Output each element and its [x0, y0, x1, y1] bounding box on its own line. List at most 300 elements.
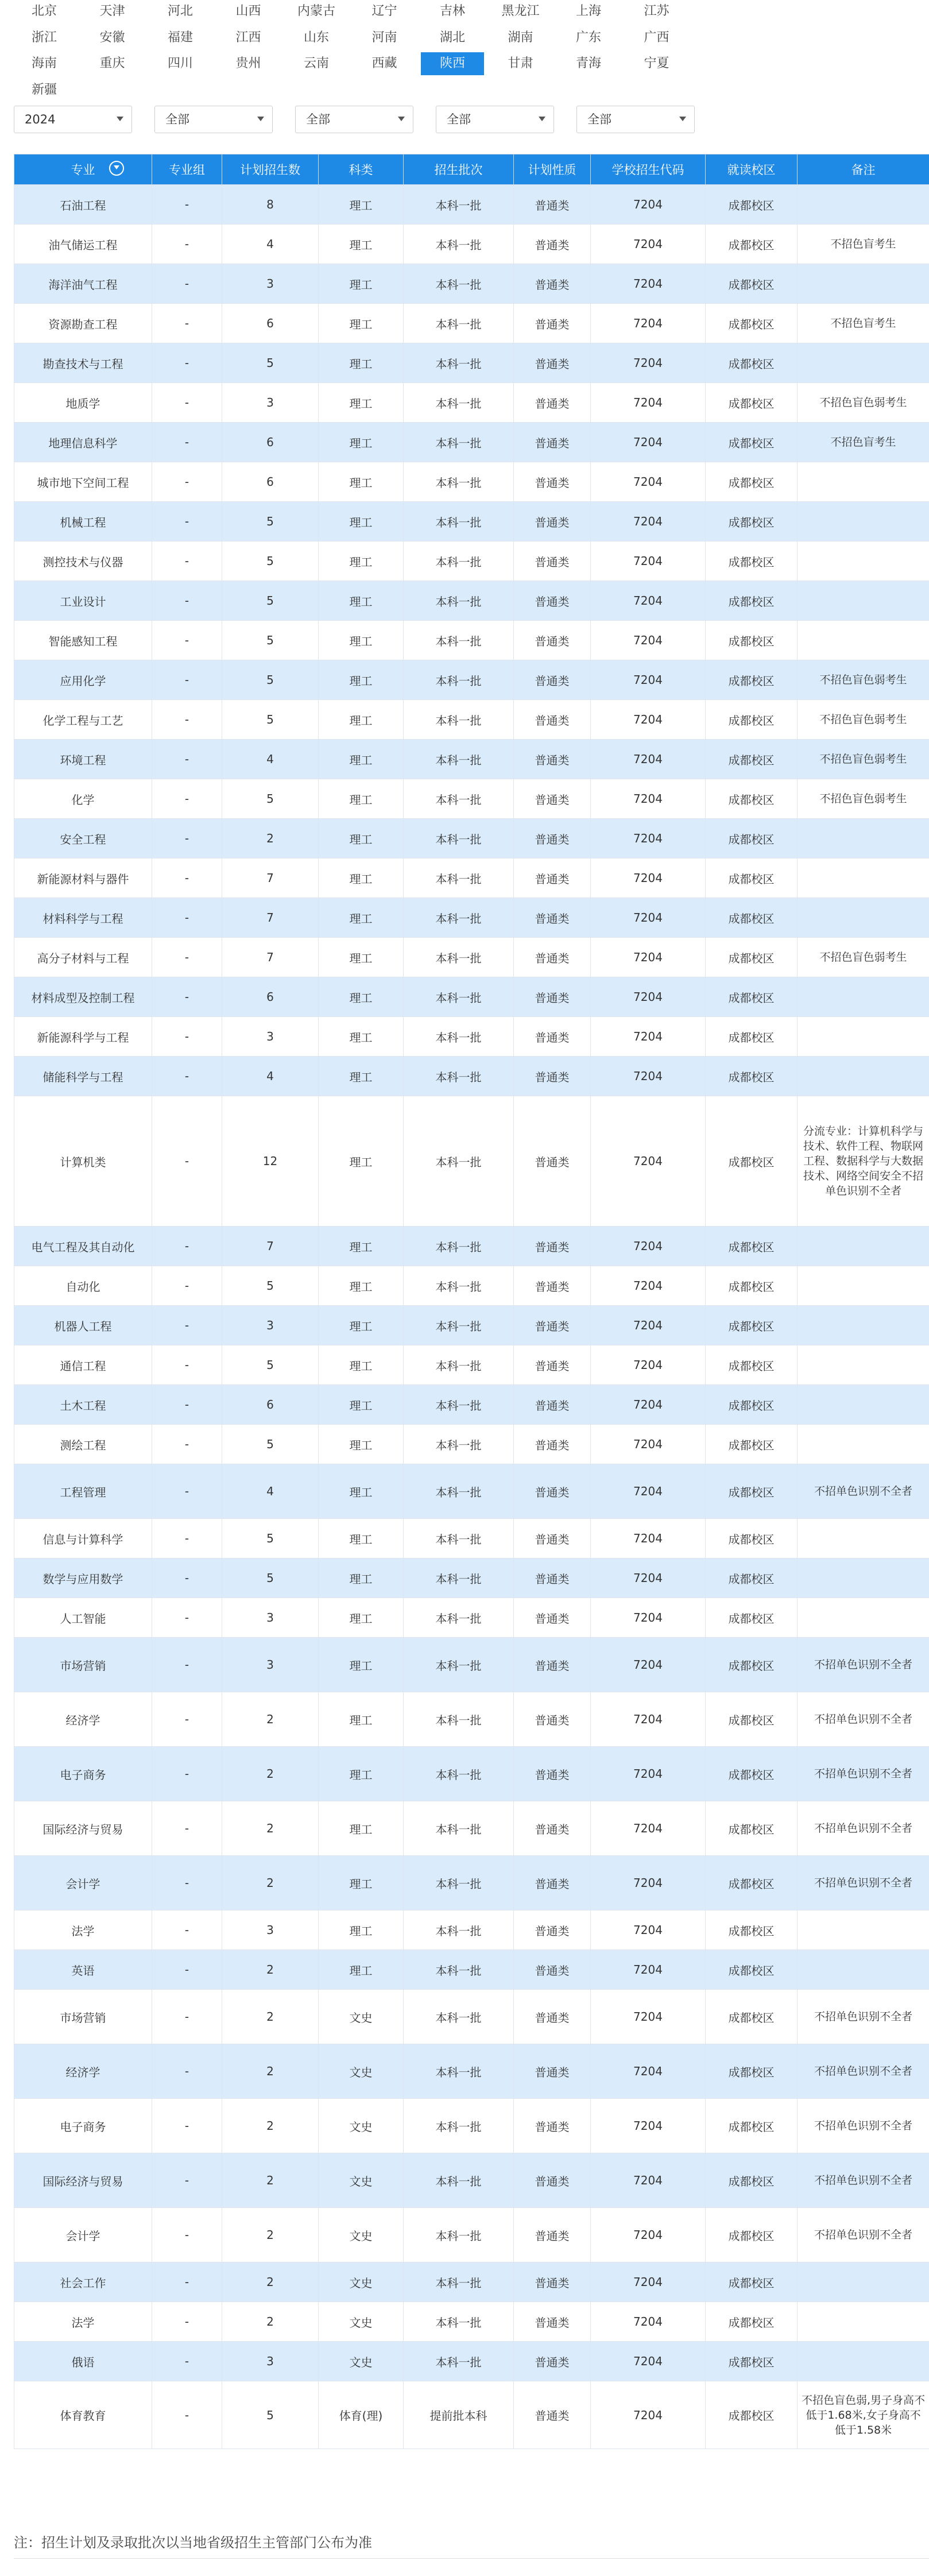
cell-category: 理工	[319, 819, 404, 858]
cell-campus: 成都校区	[706, 779, 798, 819]
cell-batch: 本科一批	[404, 2262, 514, 2302]
cell-code: 7204	[591, 1692, 706, 1747]
cell-note	[798, 1057, 929, 1096]
cell-note	[798, 502, 929, 541]
table-row	[14, 2302, 929, 2342]
cell-group: -	[152, 2342, 222, 2381]
cell-group: -	[152, 1345, 222, 1385]
enrollment-plan-table	[14, 154, 929, 2449]
cell-code: 7204	[591, 1910, 706, 1950]
col-header-major[interactable]	[14, 154, 152, 185]
cell-group: -	[152, 225, 222, 264]
cell-major: 石油工程	[14, 185, 152, 225]
cell-note	[798, 1598, 929, 1638]
cell-category: 理工	[319, 581, 404, 621]
cell-campus: 成都校区	[706, 1950, 798, 1990]
cell-batch: 本科一批	[404, 1464, 514, 1519]
cell-code: 7204	[591, 858, 706, 898]
province-tab[interactable]: 重庆	[99, 56, 125, 71]
cell-nature: 普通类	[514, 858, 591, 898]
table-row	[14, 2262, 929, 2302]
table-row	[14, 700, 929, 740]
cell-note: 不招色盲色弱考生	[798, 660, 929, 700]
cell-note: 不招色盲色弱考生	[798, 740, 929, 779]
cell-note	[798, 1306, 929, 1345]
cell-campus: 成都校区	[706, 581, 798, 621]
col-header: 学校招生代码	[591, 154, 706, 185]
cell-group: -	[152, 1747, 222, 1801]
cell-note	[798, 1266, 929, 1306]
cell-note	[798, 621, 929, 660]
table-row	[14, 1747, 929, 1801]
cell-quota: 5	[222, 2381, 319, 2449]
province-tab[interactable]: 四川	[167, 56, 193, 71]
cell-category: 理工	[319, 383, 404, 423]
cell-group: -	[152, 1057, 222, 1096]
cell-category: 理工	[319, 858, 404, 898]
cell-batch: 本科一批	[404, 1345, 514, 1385]
cell-nature: 普通类	[514, 2044, 591, 2099]
cell-category: 理工	[319, 1747, 404, 1801]
table-row	[14, 383, 929, 423]
cell-category: 理工	[319, 1057, 404, 1096]
cell-note: 不招单色识别不全者	[798, 1692, 929, 1747]
table-row	[14, 1227, 929, 1266]
cell-campus: 成都校区	[706, 2342, 798, 2381]
cell-quota: 6	[222, 423, 319, 462]
cell-note	[798, 2342, 929, 2381]
cell-code: 7204	[591, 1017, 706, 1057]
province-tab[interactable]: 山东	[303, 30, 329, 45]
cell-major: 应用化学	[14, 660, 152, 700]
cell-code: 7204	[591, 2302, 706, 2342]
sort-dropdown-icon[interactable]	[109, 161, 124, 176]
cell-code: 7204	[591, 2044, 706, 2099]
cell-campus: 成都校区	[706, 819, 798, 858]
cell-major: 化学工程与工艺	[14, 700, 152, 740]
cell-group: -	[152, 2381, 222, 2449]
cell-batch: 本科一批	[404, 1558, 514, 1598]
province-tab[interactable]: 福建	[167, 30, 193, 45]
cell-note	[798, 977, 929, 1017]
cell-nature: 普通类	[514, 1464, 591, 1519]
cell-category: 文史	[319, 2342, 404, 2381]
cell-major: 材料科学与工程	[14, 898, 152, 938]
cell-code: 7204	[591, 977, 706, 1017]
table-row	[14, 858, 929, 898]
cell-campus: 成都校区	[706, 343, 798, 383]
footnote: 注：招生计划及录取批次以当地省级招生主管部门公布为准	[14, 2535, 372, 2551]
cell-quota: 3	[222, 1638, 319, 1692]
cell-group: -	[152, 1266, 222, 1306]
table-row	[14, 1638, 929, 1692]
cell-group: -	[152, 2208, 222, 2262]
table-row	[14, 2044, 929, 2099]
table-row	[14, 938, 929, 977]
cell-quota: 5	[222, 779, 319, 819]
province-tab[interactable]: 安徽	[99, 30, 125, 45]
cell-quota: 6	[222, 462, 319, 502]
cell-nature: 普通类	[514, 1598, 591, 1638]
cell-quota: 2	[222, 2208, 319, 2262]
cell-group: -	[152, 581, 222, 621]
cell-major: 信息与计算科学	[14, 1519, 152, 1558]
cell-campus: 成都校区	[706, 2381, 798, 2449]
cell-category: 理工	[319, 621, 404, 660]
cell-nature: 普通类	[514, 779, 591, 819]
cell-code: 7204	[591, 660, 706, 700]
cell-group: -	[152, 423, 222, 462]
cell-campus: 成都校区	[706, 1306, 798, 1345]
cell-code: 7204	[591, 264, 706, 304]
cell-quota: 2	[222, 1692, 319, 1747]
cell-campus: 成都校区	[706, 1425, 798, 1464]
cell-batch: 本科一批	[404, 581, 514, 621]
cell-quota: 6	[222, 977, 319, 1017]
province-tab[interactable]: 山西	[235, 4, 261, 18]
cell-nature: 普通类	[514, 1385, 591, 1425]
cell-batch: 本科一批	[404, 1306, 514, 1345]
cell-nature: 普通类	[514, 423, 591, 462]
cell-batch: 本科一批	[404, 423, 514, 462]
province-tab[interactable]: 内蒙古	[297, 4, 335, 18]
cell-category: 理工	[319, 1306, 404, 1345]
cell-note	[798, 462, 929, 502]
cell-nature: 普通类	[514, 541, 591, 581]
cell-code: 7204	[591, 1638, 706, 1692]
cell-category: 理工	[319, 1558, 404, 1598]
cell-major: 自动化	[14, 1266, 152, 1306]
table-row	[14, 1057, 929, 1096]
cell-quota: 2	[222, 1990, 319, 2044]
cell-campus: 成都校区	[706, 304, 798, 343]
province-tab[interactable]: 江西	[235, 30, 261, 45]
cell-category: 理工	[319, 225, 404, 264]
cell-quota: 7	[222, 938, 319, 977]
cell-code: 7204	[591, 700, 706, 740]
col-header-label: 专业	[71, 163, 95, 177]
province-tab[interactable]: 浙江	[31, 30, 57, 45]
province-tab[interactable]: 湖南	[508, 30, 533, 45]
cell-code: 7204	[591, 502, 706, 541]
cell-category: 文史	[319, 2099, 404, 2153]
cell-nature: 普通类	[514, 264, 591, 304]
col-header: 专业组	[152, 154, 222, 185]
cell-code: 7204	[591, 1385, 706, 1425]
table-row	[14, 1856, 929, 1910]
chevron-down-icon	[117, 117, 123, 121]
filter-select-5[interactable]	[576, 106, 695, 133]
cell-code: 7204	[591, 938, 706, 977]
table-row	[14, 343, 929, 383]
cell-batch: 本科一批	[404, 462, 514, 502]
cell-nature: 普通类	[514, 898, 591, 938]
cell-campus: 成都校区	[706, 1017, 798, 1057]
cell-quota: 4	[222, 1464, 319, 1519]
cell-batch: 本科一批	[404, 779, 514, 819]
cell-category: 理工	[319, 1096, 404, 1227]
cell-group: -	[152, 1801, 222, 1856]
cell-category: 理工	[319, 1385, 404, 1425]
year-select[interactable]	[14, 106, 132, 133]
cell-code: 7204	[591, 1266, 706, 1306]
cell-note: 不招色盲考生	[798, 304, 929, 343]
cell-group: -	[152, 858, 222, 898]
cell-category: 理工	[319, 977, 404, 1017]
province-tab[interactable]: 辽宁	[371, 4, 397, 18]
filter-select-2[interactable]	[154, 106, 273, 133]
cell-group: -	[152, 1306, 222, 1345]
cell-note: 不招单色识别不全者	[798, 1747, 929, 1801]
cell-code: 7204	[591, 1598, 706, 1638]
province-tab[interactable]: 天津	[99, 4, 125, 18]
cell-campus: 成都校区	[706, 1856, 798, 1910]
province-tab[interactable]: 上海	[575, 4, 601, 18]
cell-category: 理工	[319, 1598, 404, 1638]
cell-note	[798, 541, 929, 581]
province-tab[interactable]: 江苏	[644, 4, 669, 18]
cell-campus: 成都校区	[706, 1638, 798, 1692]
cell-category: 体育(理)	[319, 2381, 404, 2449]
cell-batch: 本科一批	[404, 1990, 514, 2044]
cell-nature: 普通类	[514, 185, 591, 225]
cell-nature: 普通类	[514, 740, 591, 779]
cell-code: 7204	[591, 2099, 706, 2153]
table-row	[14, 2381, 929, 2449]
cell-category: 理工	[319, 1910, 404, 1950]
cell-quota: 6	[222, 1385, 319, 1425]
cell-campus: 成都校区	[706, 977, 798, 1017]
cell-major: 新能源材料与器件	[14, 858, 152, 898]
cell-code: 7204	[591, 1747, 706, 1801]
cell-batch: 本科一批	[404, 264, 514, 304]
province-tab[interactable]: 河南	[371, 30, 397, 45]
cell-code: 7204	[591, 2262, 706, 2302]
cell-code: 7204	[591, 2208, 706, 2262]
table-row	[14, 1306, 929, 1345]
province-tab[interactable]: 新疆	[31, 82, 57, 97]
cell-campus: 成都校区	[706, 2208, 798, 2262]
cell-category: 理工	[319, 502, 404, 541]
cell-note: 不招单色识别不全者	[798, 1801, 929, 1856]
province-tab[interactable]: 黑龙江	[501, 4, 540, 18]
province-tab[interactable]: 湖北	[439, 30, 465, 45]
cell-nature: 普通类	[514, 2262, 591, 2302]
cell-code: 7204	[591, 1519, 706, 1558]
cell-batch: 本科一批	[404, 621, 514, 660]
cell-quota: 3	[222, 2342, 319, 2381]
cell-quota: 4	[222, 740, 319, 779]
cell-major: 国际经济与贸易	[14, 1801, 152, 1856]
cell-nature: 普通类	[514, 1519, 591, 1558]
cell-note	[798, 1227, 929, 1266]
cell-nature: 普通类	[514, 938, 591, 977]
province-tab[interactable]: 海南	[31, 56, 57, 71]
province-tab[interactable]: 河北	[167, 4, 193, 18]
cell-major: 经济学	[14, 1692, 152, 1747]
cell-note	[798, 185, 929, 225]
province-tab[interactable]: 青海	[575, 56, 601, 71]
cell-category: 理工	[319, 898, 404, 938]
cell-code: 7204	[591, 343, 706, 383]
cell-quota: 3	[222, 1910, 319, 1950]
cell-note: 不招单色识别不全者	[798, 1990, 929, 2044]
cell-nature: 普通类	[514, 1306, 591, 1345]
cell-batch: 本科一批	[404, 2342, 514, 2381]
cell-group: -	[152, 541, 222, 581]
province-tab[interactable]: 广东	[575, 30, 601, 45]
cell-major: 法学	[14, 2302, 152, 2342]
cell-campus: 成都校区	[706, 1345, 798, 1385]
cell-code: 7204	[591, 462, 706, 502]
cell-batch: 本科一批	[404, 541, 514, 581]
table-row	[14, 1558, 929, 1598]
province-tab[interactable]: 云南	[303, 56, 329, 71]
cell-code: 7204	[591, 1057, 706, 1096]
cell-nature: 普通类	[514, 1345, 591, 1385]
cell-nature: 普通类	[514, 383, 591, 423]
filter-select-4[interactable]	[436, 106, 554, 133]
cell-major: 电子商务	[14, 1747, 152, 1801]
cell-group: -	[152, 938, 222, 977]
cell-nature: 普通类	[514, 1950, 591, 1990]
cell-group: -	[152, 660, 222, 700]
cell-quota: 7	[222, 858, 319, 898]
province-tab[interactable]: 甘肃	[508, 56, 533, 71]
cell-category: 理工	[319, 185, 404, 225]
cell-note: 不招单色识别不全者	[798, 2099, 929, 2153]
cell-campus: 成都校区	[706, 2044, 798, 2099]
cell-note	[798, 858, 929, 898]
province-tab[interactable]: 西藏	[371, 56, 397, 71]
cell-quota: 2	[222, 1950, 319, 1990]
cell-batch: 本科一批	[404, 898, 514, 938]
cell-quota: 3	[222, 383, 319, 423]
cell-quota: 5	[222, 1345, 319, 1385]
cell-major: 俄语	[14, 2342, 152, 2381]
province-tab[interactable]: 北京	[31, 4, 57, 18]
cell-campus: 成都校区	[706, 700, 798, 740]
cell-group: -	[152, 1910, 222, 1950]
cell-category: 理工	[319, 1464, 404, 1519]
province-tab[interactable]: 宁夏	[644, 56, 669, 71]
cell-nature: 普通类	[514, 1266, 591, 1306]
cell-batch: 本科一批	[404, 1057, 514, 1096]
province-tab[interactable]: 吉林	[439, 4, 465, 18]
cell-major: 人工智能	[14, 1598, 152, 1638]
cell-campus: 成都校区	[706, 1558, 798, 1598]
table-row	[14, 264, 929, 304]
cell-group: -	[152, 1017, 222, 1057]
cell-batch: 本科一批	[404, 1910, 514, 1950]
cell-quota: 5	[222, 541, 319, 581]
chevron-down-icon	[539, 117, 545, 121]
cell-note	[798, 1950, 929, 1990]
cell-code: 7204	[591, 1464, 706, 1519]
cell-major: 测控技术与仪器	[14, 541, 152, 581]
table-row	[14, 977, 929, 1017]
cell-batch: 本科一批	[404, 977, 514, 1017]
cell-code: 7204	[591, 2381, 706, 2449]
cell-major: 测绘工程	[14, 1425, 152, 1464]
cell-group: -	[152, 383, 222, 423]
cell-major: 智能感知工程	[14, 621, 152, 660]
cell-batch: 本科一批	[404, 343, 514, 383]
table-row	[14, 502, 929, 541]
cell-category: 理工	[319, 779, 404, 819]
cell-campus: 成都校区	[706, 1801, 798, 1856]
table-row	[14, 1950, 929, 1990]
cell-category: 理工	[319, 1017, 404, 1057]
cell-code: 7204	[591, 1227, 706, 1266]
cell-category: 文史	[319, 2262, 404, 2302]
cell-quota: 5	[222, 1558, 319, 1598]
table-row	[14, 621, 929, 660]
cell-major: 地质学	[14, 383, 152, 423]
cell-quota: 5	[222, 1266, 319, 1306]
cell-group: -	[152, 462, 222, 502]
cell-group: -	[152, 1990, 222, 2044]
cell-code: 7204	[591, 2342, 706, 2381]
cell-batch: 本科一批	[404, 185, 514, 225]
cell-quota: 3	[222, 264, 319, 304]
cell-quota: 2	[222, 819, 319, 858]
cell-quota: 3	[222, 1598, 319, 1638]
cell-nature: 普通类	[514, 1096, 591, 1227]
cell-code: 7204	[591, 819, 706, 858]
cell-campus: 成都校区	[706, 185, 798, 225]
cell-nature: 普通类	[514, 621, 591, 660]
cell-category: 理工	[319, 1425, 404, 1464]
cell-major: 电气工程及其自动化	[14, 1227, 152, 1266]
cell-category: 理工	[319, 264, 404, 304]
cell-campus: 成都校区	[706, 1266, 798, 1306]
cell-category: 理工	[319, 1801, 404, 1856]
cell-nature: 普通类	[514, 2099, 591, 2153]
cell-code: 7204	[591, 1345, 706, 1385]
cell-note: 不招色盲色弱考生	[798, 700, 929, 740]
cell-note	[798, 343, 929, 383]
cell-note: 不招单色识别不全者	[798, 1464, 929, 1519]
cell-batch: 本科一批	[404, 2208, 514, 2262]
cell-code: 7204	[591, 779, 706, 819]
cell-note	[798, 1558, 929, 1598]
cell-note	[798, 1519, 929, 1558]
col-header: 备注	[798, 154, 929, 185]
province-tab[interactable]: 贵州	[235, 56, 261, 71]
cell-campus: 成都校区	[706, 740, 798, 779]
cell-quota: 3	[222, 1306, 319, 1345]
cell-batch: 本科一批	[404, 1266, 514, 1306]
province-tab[interactable]: 广西	[644, 30, 669, 45]
cell-major: 数学与应用数学	[14, 1558, 152, 1598]
cell-batch: 本科一批	[404, 2099, 514, 2153]
cell-nature: 普通类	[514, 2208, 591, 2262]
cell-nature: 普通类	[514, 2302, 591, 2342]
table-row	[14, 185, 929, 225]
filter-select-3[interactable]	[295, 106, 413, 133]
cell-major: 社会工作	[14, 2262, 152, 2302]
cell-category: 文史	[319, 1990, 404, 2044]
cell-major: 机器人工程	[14, 1306, 152, 1345]
cell-batch: 本科一批	[404, 1747, 514, 1801]
cell-category: 文史	[319, 2044, 404, 2099]
table-row	[14, 1266, 929, 1306]
cell-category: 文史	[319, 2302, 404, 2342]
filter-select-value: 全部	[587, 113, 611, 126]
province-tab[interactable]: 陕西	[421, 52, 484, 75]
cell-major: 勘查技术与工程	[14, 343, 152, 383]
